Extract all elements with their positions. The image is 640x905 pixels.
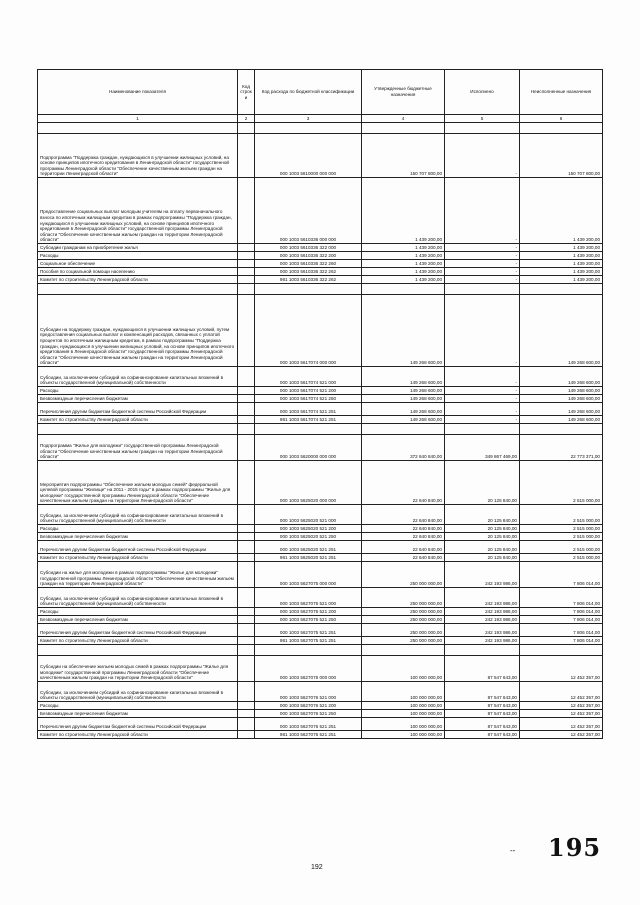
cell-approved: 250 000 000,00 [362,562,445,588]
table-row [38,276,603,284]
cell-approved: 100 000 000,00 [362,710,445,718]
cell-budget-code: 000 1003 5610000 000 000 [255,134,362,178]
cell-budget-code: 000 1003 5617074 000 000 [255,295,362,367]
cell-executed: 87 547 643,00 [445,702,520,710]
cell-line-code [238,562,255,588]
footer-dash: -- [510,846,516,855]
header-executed: Исполнено [445,70,520,115]
table-row [38,682,603,702]
cell-executed: 20 125 840,00 [445,505,520,525]
column-number: 2 [238,115,255,123]
cell-line-code [238,276,255,284]
spacer-row [38,424,603,435]
table-row [38,252,603,260]
cell-line-code [238,554,255,562]
column-number: 1 [38,115,238,123]
spacer-cell [445,424,520,435]
cell-unexecuted: 7 806 014,00 [520,608,603,616]
cell-unexecuted: 12 452 357,00 [520,702,603,710]
cell-unexecuted: 149 268 600,00 [520,416,603,424]
spacer-cell [238,123,255,134]
cell-approved: 149 268 600,00 [362,416,445,424]
cell-executed: 242 193 986,00 [445,588,520,608]
table-row [38,134,603,178]
cell-approved: 100 000 000,00 [362,656,445,682]
cell-approved: 1 439 200,00 [362,252,445,260]
header-budget-code: Код расхода по бюджетной классификации [255,70,362,115]
table-row [38,588,603,608]
cell-unexecuted: 149 268 600,00 [520,295,603,367]
cell-approved: 250 000 000,00 [362,624,445,637]
cell-line-code [238,541,255,554]
cell-line-code [238,403,255,416]
cell-approved: 22 640 840,00 [362,533,445,541]
spacer-cell [362,284,445,295]
table-row [38,702,603,710]
cell-line-code [238,387,255,395]
cell-unexecuted: 7 806 014,00 [520,624,603,637]
cell-unexecuted: 2 515 000,00 [520,554,603,562]
cell-line-code [238,260,255,268]
spacer-cell [38,424,238,435]
spacer-cell [255,284,362,295]
spacer-row [38,645,603,656]
cell-name: Расходы [38,387,238,395]
cell-name: Комитет по строительству Ленинградской области [38,637,238,645]
cell-executed: - [445,395,520,403]
cell-budget-code: 000 1003 5617074 521 250 [255,395,362,403]
cell-executed: - [445,276,520,284]
cell-name: Перечисления другим бюджетам бюджетной системы Российской Федерации [38,541,238,554]
cell-line-code [238,702,255,710]
cell-name: Расходы [38,608,238,616]
cell-executed: 20 125 840,00 [445,525,520,533]
spacer-cell [520,284,603,295]
cell-unexecuted: 12 452 357,00 [520,656,603,682]
cell-budget-code: 000 1003 5617074 521 000 [255,367,362,387]
cell-unexecuted: 1 439 200,00 [520,252,603,260]
cell-line-code [238,533,255,541]
cell-name: Перечисления другим бюджетам бюджетной системы Российской Федерации [38,718,238,731]
table-row [38,461,603,505]
cell-line-code [238,244,255,252]
cell-unexecuted: 12 452 357,00 [520,710,603,718]
cell-name: Перечисления другим бюджетам бюджетной системы Российской Федерации [38,403,238,416]
cell-budget-code: 000 1003 5627075 000 000 [255,562,362,588]
table-row [38,435,603,461]
cell-line-code [238,134,255,178]
table-row [38,710,603,718]
cell-name: Безвозмездные перечисления бюджетам [38,710,238,718]
cell-line-code [238,637,255,645]
cell-approved: 22 640 840,00 [362,525,445,533]
cell-executed: - [445,387,520,395]
cell-executed: 242 193 986,00 [445,616,520,624]
cell-line-code [238,616,255,624]
cell-budget-code: 000 1003 5610336 322 000 [255,244,362,252]
cell-executed: 20 125 840,00 [445,533,520,541]
cell-approved: 149 268 600,00 [362,295,445,367]
cell-budget-code: 000 1003 5627075 521 000 [255,588,362,608]
cell-budget-code: 000 1003 5627076 521 251 [255,718,362,731]
spacer-cell [362,424,445,435]
spacer-cell [445,284,520,295]
cell-budget-code: 000 1003 5627076 521 200 [255,702,362,710]
cell-executed: 20 125 840,00 [445,541,520,554]
table-row [38,656,603,682]
budget-execution-table [37,69,603,739]
cell-line-code [238,178,255,244]
cell-budget-code: 000 1003 5625020 521 000 [255,505,362,525]
cell-budget-code: 981 1003 5627075 521 251 [255,637,362,645]
cell-unexecuted: 150 707 800,00 [520,134,603,178]
column-number: 4 [362,115,445,123]
header-name: Наименование показателя [38,70,238,115]
table-row [38,637,603,645]
cell-executed: 87 547 643,00 [445,731,520,739]
column-numbers-row [38,115,603,123]
table-row [38,541,603,554]
cell-line-code [238,731,255,739]
cell-budget-code: 981 1003 5625020 521 251 [255,554,362,562]
cell-executed: - [445,178,520,244]
cell-unexecuted: 7 806 014,00 [520,616,603,624]
cell-unexecuted: 149 268 600,00 [520,403,603,416]
spacer-cell [520,424,603,435]
cell-executed: - [445,367,520,387]
cell-name: Безвозмездные перечисления бюджетам [38,395,238,403]
table-row [38,416,603,424]
spacer-cell [38,284,238,295]
cell-line-code [238,268,255,276]
cell-executed: 242 193 986,00 [445,608,520,616]
table-row [38,616,603,624]
cell-name: Социальное обеспечение [38,260,238,268]
spacer-cell [38,123,238,134]
cell-approved: 22 640 840,00 [362,554,445,562]
spacer-cell [255,424,362,435]
spacer-cell [38,645,238,656]
cell-executed: - [445,244,520,252]
cell-unexecuted: 7 806 014,00 [520,588,603,608]
cell-line-code [238,525,255,533]
cell-budget-code: 000 1003 5617074 521 251 [255,403,362,416]
cell-budget-code: 000 1003 5617074 521 200 [255,387,362,395]
table-row [38,178,603,244]
table-row [38,395,603,403]
cell-unexecuted: 1 439 200,00 [520,244,603,252]
cell-executed: - [445,252,520,260]
cell-name: Комитет по строительству Ленинградской области [38,416,238,424]
table-row [38,608,603,616]
cell-line-code [238,416,255,424]
cell-line-code [238,252,255,260]
spacer-row [38,123,603,134]
cell-budget-code: 981 1003 5617074 521 251 [255,416,362,424]
cell-executed: - [445,295,520,367]
cell-budget-code: 000 1003 5610336 322 262 [255,268,362,276]
table-row [38,260,603,268]
cell-unexecuted: 12 452 357,00 [520,682,603,702]
cell-name: Пособия по социальной помощи населению [38,268,238,276]
cell-approved: 250 000 000,00 [362,637,445,645]
cell-line-code [238,710,255,718]
table-row [38,533,603,541]
table-row [38,295,603,367]
cell-line-code [238,656,255,682]
spacer-cell [238,645,255,656]
cell-line-code [238,682,255,702]
cell-approved: 100 000 000,00 [362,682,445,702]
cell-approved: 1 439 200,00 [362,244,445,252]
cell-line-code [238,588,255,608]
cell-executed: 87 547 643,00 [445,718,520,731]
cell-name: Безвозмездные перечисления бюджетам [38,533,238,541]
spacer-cell [255,123,362,134]
cell-unexecuted: 22 773 371,00 [520,435,603,461]
cell-name: Субсидии на жилье для молодежи в рамках подпрограммы "Жилье для молодежи" государственной программы Ленинградской области "Обеспечение качественным жильем граждан на территории Ленинградской области" [38,562,238,588]
cell-unexecuted: 7 806 014,00 [520,562,603,588]
cell-unexecuted: 12 452 357,00 [520,718,603,731]
cell-executed: 242 193 986,00 [445,562,520,588]
table-row [38,367,603,387]
cell-budget-code: 000 1003 5625020 521 200 [255,525,362,533]
cell-executed: 349 867 469,00 [445,435,520,461]
cell-unexecuted: 149 268 600,00 [520,367,603,387]
cell-name: Расходы [38,525,238,533]
cell-budget-code: 000 1003 5625020 521 251 [255,541,362,554]
cell-executed: - [445,260,520,268]
spacer-cell [238,284,255,295]
cell-approved: 100 000 000,00 [362,702,445,710]
header-line-code: Код строк и [238,70,255,115]
spacer-cell [520,123,603,134]
cell-name: Комитет по строительству Ленинградской области [38,276,238,284]
cell-unexecuted: 12 452 357,00 [520,731,603,739]
cell-approved: 149 268 600,00 [362,395,445,403]
cell-name: Мероприятия подпрограммы "Обеспечение жильем молодых семей" федеральной целевой программы "Жилище" на 2011 - 2015 годы" в рамках подпрограммы "Жилье для молодежи" государственной программы Ленинградской области "Обеспечение качественным жильем граждан на территории Ленинградской области" [38,461,238,505]
cell-name: Субсидии, за исключением субсидий на софинансирование капитальных вложений в объекты государственной (муниципальной) собственности [38,588,238,608]
cell-executed: - [445,403,520,416]
cell-line-code [238,367,255,387]
cell-unexecuted: 2 515 000,00 [520,541,603,554]
cell-unexecuted: 2 515 000,00 [520,533,603,541]
cell-name: Подпрограмма "Поддержка граждан, нуждающихся в улучшении жилищных условий, на основе принципов ипотечного кредитования в Ленинградской области" государственной программы Ленинградской области "Обеспечение качественным жильем граждан на территории Ленинградской области" [38,134,238,178]
table-row [38,554,603,562]
table-row [38,525,603,533]
spacer-cell [238,424,255,435]
cell-name: Комитет по строительству Ленинградской области [38,731,238,739]
table-row [38,718,603,731]
column-number: 5 [445,115,520,123]
cell-executed: - [445,134,520,178]
cell-budget-code: 000 1003 5625020 000 000 [255,461,362,505]
cell-approved: 149 268 600,00 [362,403,445,416]
cell-name: Подпрограмма "Жилье для молодежи" государственной программы Ленинградской области "Обеспечение качественным жильем граждан на территории Ленинградской области" [38,435,238,461]
spacer-cell [255,645,362,656]
cell-approved: 250 000 000,00 [362,608,445,616]
cell-line-code [238,608,255,616]
cell-budget-code: 000 1003 5625020 521 250 [255,533,362,541]
cell-budget-code: 981 1003 5627076 521 251 [255,731,362,739]
cell-budget-code: 000 1003 5627076 000 000 [255,656,362,682]
cell-name: Безвозмездные перечисления бюджетам [38,616,238,624]
cell-executed: 20 125 840,00 [445,461,520,505]
table-row [38,268,603,276]
cell-approved: 1 439 200,00 [362,260,445,268]
cell-unexecuted: 2 515 000,00 [520,505,603,525]
cell-name: Предоставление социальных выплат молодым учителям на оплату первоначального взноса по ипотечным жилищным кредитам в рамках подпрограммы "Поддержка граждан, нуждающихся в улучшении жилищных условий, на основе принципов ипотечного кредитования в Ленинградской области" государственной программы Ленинградской области "Обеспечение качественным жильем граждан на территории Ленинградской области" [38,178,238,244]
cell-line-code [238,435,255,461]
cell-budget-code: 000 1003 5627076 521 250 [255,710,362,718]
cell-approved: 150 707 800,00 [362,134,445,178]
cell-name: Субсидии на поддержку граждан, нуждающихся в улучшении жилищных условий, путем предоставления социальных выплат и компенсаций расходов, связанных с уплатой процентов по ипотечным жилищным кредитам, в рамках подпрограммы "Поддержка граждан, нуждающихся в улучшении жилищных условий, на основе принципов ипотечного кредитования в Ленинградской области" государственной программы Ленинградской области "Обеспечение качественным жильем граждан на территории Ленинградской области" [38,295,238,367]
cell-unexecuted: 7 806 014,00 [520,637,603,645]
cell-approved: 100 000 000,00 [362,718,445,731]
cell-name: Субсидии, за исключением субсидий на софинансирование капитальных вложений в объекты государственной (муниципальной) собственности [38,682,238,702]
table-header-row [38,70,603,115]
table-row [38,387,603,395]
cell-budget-code: 000 1003 5610336 322 200 [255,252,362,260]
cell-unexecuted: 1 439 200,00 [520,276,603,284]
cell-executed: 20 125 840,00 [445,554,520,562]
table-body [38,123,603,739]
table-row [38,403,603,416]
cell-approved: 250 000 000,00 [362,616,445,624]
cell-approved: 1 439 200,00 [362,276,445,284]
cell-unexecuted: 1 439 200,00 [520,268,603,276]
cell-name: Субсидии, за исключением субсидий на софинансирование капитальных вложений в объекты государственной (муниципальной) собственности [38,505,238,525]
cell-name: Субсидии гражданам на приобретение жилья [38,244,238,252]
spacer-cell [362,123,445,134]
spacer-cell [445,645,520,656]
cell-line-code [238,395,255,403]
page-number: 192 [311,864,323,871]
cell-line-code [238,624,255,637]
cell-line-code [238,461,255,505]
cell-line-code [238,718,255,731]
cell-budget-code: 000 1003 5610336 322 260 [255,260,362,268]
table-row [38,624,603,637]
column-number: 3 [255,115,362,123]
cell-budget-code: 000 1003 5627076 521 000 [255,682,362,702]
spacer-cell [445,123,520,134]
table-row [38,731,603,739]
table-row [38,562,603,588]
cell-budget-code: 000 1003 5627075 521 251 [255,624,362,637]
cell-approved: 1 439 200,00 [362,268,445,276]
cell-approved: 1 439 200,00 [362,178,445,244]
cell-executed: 87 547 643,00 [445,710,520,718]
spacer-cell [520,645,603,656]
cell-budget-code: 981 1003 5610336 322 262 [255,276,362,284]
cell-name: Расходы [38,252,238,260]
cell-unexecuted: 149 268 600,00 [520,395,603,403]
cell-budget-code: 000 1003 5620000 000 000 [255,435,362,461]
cell-approved: 22 640 840,00 [362,541,445,554]
cell-approved: 22 640 840,00 [362,461,445,505]
cell-line-code [238,505,255,525]
cell-budget-code: 000 1003 5627075 521 200 [255,608,362,616]
cell-budget-code: 000 1003 5627075 521 250 [255,616,362,624]
cell-approved: 22 640 840,00 [362,505,445,525]
cell-executed: 242 193 986,00 [445,637,520,645]
cell-executed: 242 193 986,00 [445,624,520,637]
stamp-page-number: 195 [548,833,602,862]
cell-approved: 149 268 600,00 [362,387,445,395]
spacer-row [38,284,603,295]
table-row [38,244,603,252]
column-number: 6 [520,115,603,123]
cell-unexecuted: 2 515 000,00 [520,525,603,533]
cell-line-code [238,295,255,367]
cell-executed: 87 547 643,00 [445,682,520,702]
header-approved: Утвержденные бюджетные назначения [362,70,445,115]
cell-name: Комитет по строительству Ленинградской области [38,554,238,562]
cell-approved: 149 268 600,00 [362,367,445,387]
cell-unexecuted: 1 439 200,00 [520,178,603,244]
cell-name: Субсидии, за исключением субсидий на софинансирование капитальных вложений в объекты государственной (муниципальной) собственности [38,367,238,387]
cell-executed: - [445,416,520,424]
cell-name: Перечисления другим бюджетам бюджетной системы Российской Федерации [38,624,238,637]
cell-executed: - [445,268,520,276]
cell-budget-code: 000 1003 5610336 000 000 [255,178,362,244]
cell-name: Субсидии на обеспечение жильем молодых семей в рамках подпрограммы "Жилье для молодежи" государственной программы Ленинградской области "Обеспечение качественным жильем граждан на территории Ленинградской области" [38,656,238,682]
cell-executed: 87 547 643,00 [445,656,520,682]
header-unexecuted: Неисполненные назначения [520,70,603,115]
cell-approved: 100 000 000,00 [362,731,445,739]
cell-unexecuted: 149 268 600,00 [520,387,603,395]
spacer-cell [362,645,445,656]
cell-approved: 372 640 840,00 [362,435,445,461]
cell-name: Расходы [38,702,238,710]
cell-approved: 250 000 000,00 [362,588,445,608]
table-row [38,505,603,525]
cell-unexecuted: 1 439 200,00 [520,260,603,268]
cell-unexecuted: 2 515 000,00 [520,461,603,505]
